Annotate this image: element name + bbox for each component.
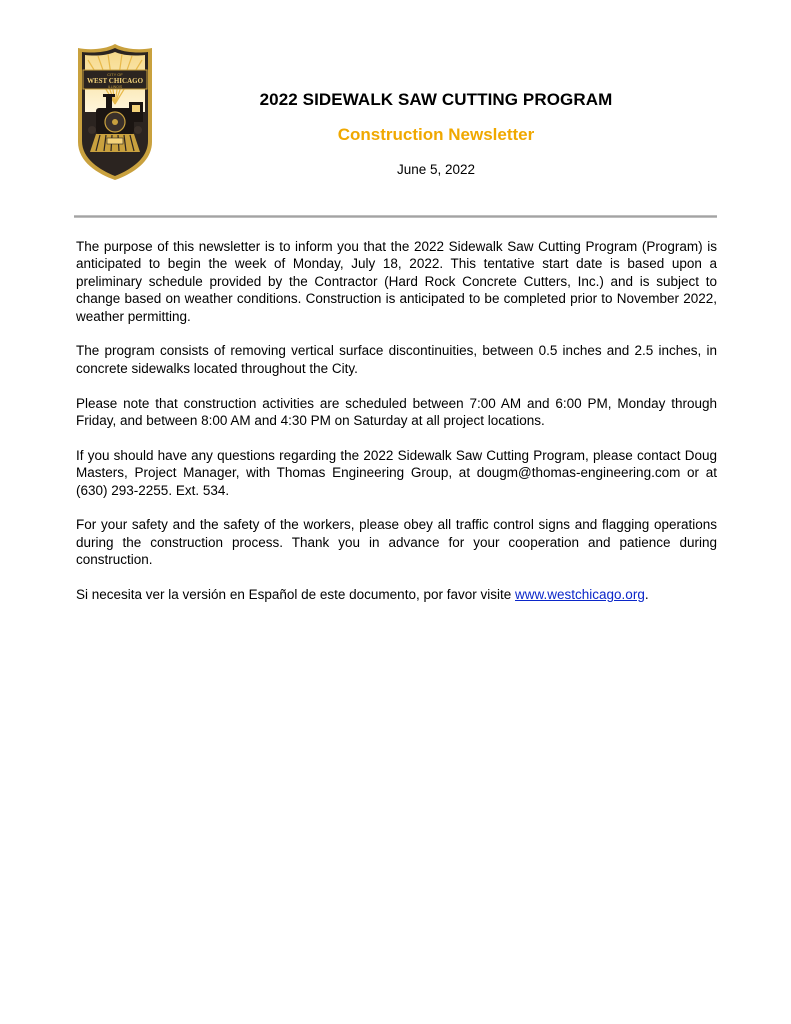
page-title: 2022 SIDEWALK SAW CUTTING PROGRAM: [259, 90, 613, 109]
logo-top-text: CITY OF: [107, 72, 123, 77]
header-divider: [74, 215, 717, 218]
paragraph-spanish-note: [76, 586, 717, 603]
paragraph-program-scope: The program consists of removing vertical surface discontinuities, between 0.5 inches and 2.5 inches, in concrete sidewalks located throughout the City.: [76, 343, 717, 376]
newsletter-subtitle: Construction Newsletter: [337, 125, 535, 144]
logo-city-name: WEST CHICAGO: [86, 77, 144, 85]
westchicago-website-link[interactable]: www.westchicago.org: [515, 587, 645, 603]
spanish-note-end: .: [644, 587, 649, 603]
spanish-note-text: Si necesita ver la versión en Español de este documento, por favor visite: [76, 587, 512, 603]
logo-bottom-text: ILLINOIS: [107, 85, 123, 89]
city-of-west-chicago-seal-icon: [74, 42, 156, 182]
paragraph-purpose: The purpose of this newsletter is to inform you that the 2022 Sidewalk Saw Cutting Program (Program) is anticipated to begin the week of Monday, July 18, 2022. This tentative start date is based upon a preliminary schedule provided by the Contractor (Hard Rock Concrete Cutters, Inc.) and is subject to change based on weather conditions. Construction is anticipated to be completed prior to November 2022, weather permitting.: [76, 239, 717, 324]
newsletter-body: [76, 238, 717, 621]
paragraph-contact: If you should have any questions regarding the 2022 Sidewalk Saw Cutting Program, please contact Doug Masters, Project Manager, with Thomas Engineering Group, at dougm@thomas-engineering.com or at (630) 293-2255. Ext. 534.: [76, 447, 717, 498]
paragraph-safety: For your safety and the safety of the workers, please obey all traffic control signs and flagging operations during the construction process. Thank you in advance for your cooperation and patience during construction.: [76, 517, 717, 568]
newsletter-date: June 5, 2022: [396, 162, 476, 177]
paragraph-schedule: Please note that construction activities are scheduled between 7:00 AM and 6:00 PM, Monday through Friday, and between 8:00 AM and 4:30 PM on Saturday at all project locations.: [76, 395, 717, 429]
city-logo: [74, 42, 156, 182]
